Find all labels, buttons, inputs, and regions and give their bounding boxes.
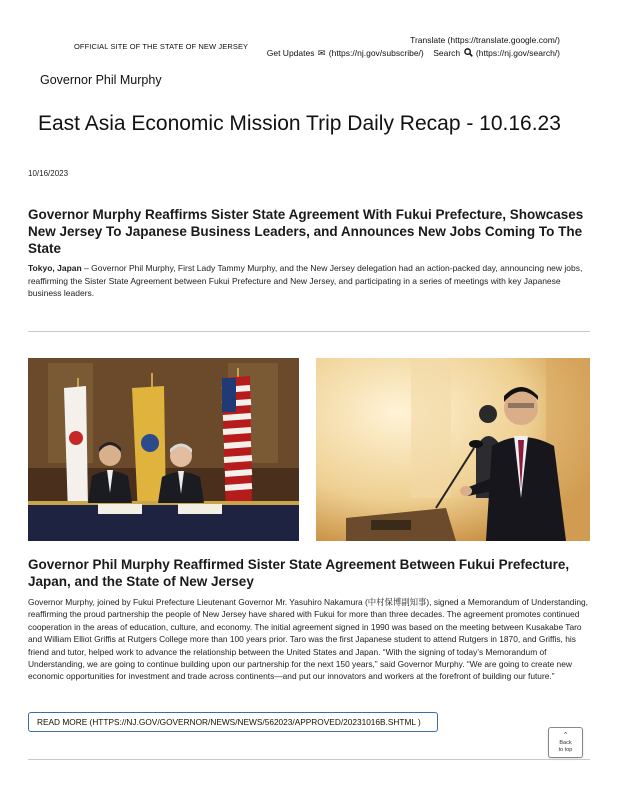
governor-speaking-photo — [316, 358, 590, 541]
section-divider — [28, 331, 590, 332]
utility-links — [267, 34, 560, 60]
get-updates-link[interactable] — [267, 48, 426, 58]
search-label: Search — [433, 48, 461, 58]
read-more-button[interactable]: READ MORE (HTTPS://NJ.GOV/GOVERNOR/NEWS/NEWS/562023/APPROVED/20231016B.SHTML ) — [28, 712, 438, 732]
article-headline: Governor Murphy Reaffirms Sister State Agreement With Fukui Prefecture, Showcases New Jersey To Japanese Business Leaders, and Announces New Jobs Coming To The State — [28, 207, 584, 256]
search-link[interactable] — [433, 48, 560, 58]
envelope-icon: ✉ — [317, 48, 326, 58]
section-body: Governor Murphy, joined by Fukui Prefecture Lieutenant Governor Mr. Yasuhiro Nakamura (中村保博副知事), signed a Memorandum of Understanding, reaffirming the proud partnership the people of New Jersey have shared with Fukui for more than three decades. The agreement promotes continued cooperation in the areas of education, culture, and economy. The initial agreement signed in 1990 was based on the meeting between Kusakabe Taro and William Elliot Griffis at Rutgers College more than 100 years prior. Taro was the first Japanese student to attend Rutgers in 1870, and Griffis, his friend and tutor, helped work to advance the relationship between the United States and Japan. “With the signing of today’s Memorandum of Understanding, we are going to continue building upon our partnership for the next 150 years,” said Governor Murphy. “We are going to create new economic opportunities for investment and trade across continents—and put our innovators and workers at the forefront of building our future.” — [28, 597, 588, 682]
translate-link[interactable]: Translate (https://translate.google.com/) — [410, 35, 560, 45]
intro-text: – Governor Phil Murphy, First Lady Tammy Murphy, and the New Jersey delegation had an action-packed day, announcing new jobs, reaffirming the Sister State Agreement between Fukui Prefecture and New Jersey, and participating in a series of meetings with key Japanese business leaders. — [28, 263, 583, 298]
footer-divider — [28, 759, 590, 760]
get-updates-label: Get Updates — [266, 48, 315, 58]
article-intro — [28, 262, 590, 300]
search-url: (https://nj.gov/search/) — [475, 48, 560, 58]
page-title: East Asia Economic Mission Trip Daily Recap - 10.16.23 — [38, 112, 561, 135]
signing-ceremony-photo — [28, 358, 299, 541]
chevron-up-icon: ⌃ — [562, 732, 569, 739]
official-site-label: OFFICIAL SITE OF THE STATE OF NEW JERSEY — [74, 42, 249, 51]
get-updates-url: (https://nj.gov/subscribe/) — [328, 48, 424, 58]
back-to-top-line2: to top — [558, 746, 573, 753]
intro-location: Tokyo, Japan — [28, 263, 82, 273]
article-date: 10/16/2023 — [28, 169, 69, 178]
section-headline: Governor Phil Murphy Reaffirmed Sister State Agreement Between Fukui Prefecture, Japan, and the State of New Jersey — [28, 557, 570, 589]
back-to-top-button[interactable] — [548, 727, 583, 758]
search-icon — [464, 47, 473, 60]
back-to-top-line1: Back — [559, 740, 572, 746]
site-governor-name[interactable]: Governor Phil Murphy — [40, 73, 162, 87]
